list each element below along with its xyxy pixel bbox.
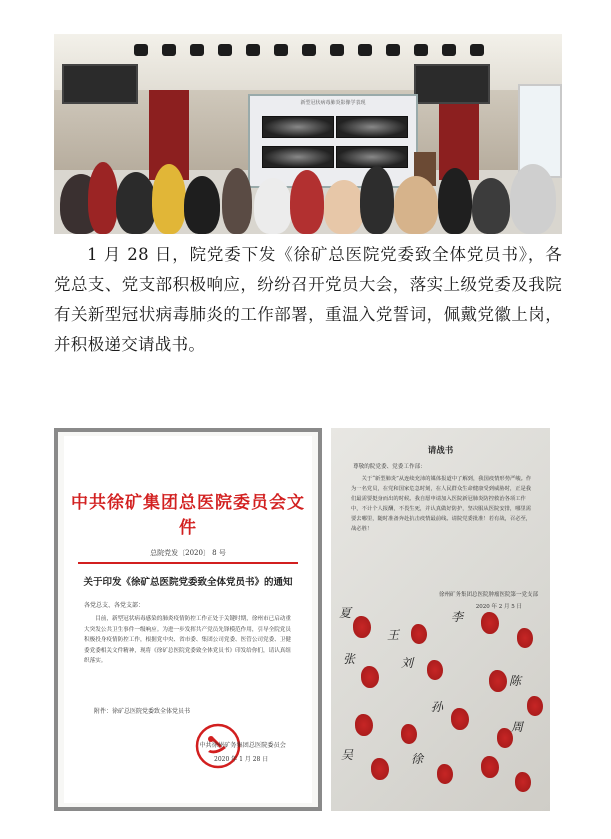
- fingerprint: [437, 764, 453, 784]
- document-header: 中共徐矿集团总医院委员会文件: [71, 493, 305, 538]
- audience-member: [510, 164, 556, 234]
- audience-member: [88, 162, 118, 234]
- petition-date: 2020 年 2 月 5 日: [475, 604, 522, 610]
- audience-member: [394, 176, 438, 234]
- fingerprint: [481, 612, 499, 634]
- fingerprint: [427, 660, 443, 680]
- audience-member: [472, 178, 510, 234]
- fingerprint: [361, 666, 379, 688]
- audience-member: [254, 178, 292, 234]
- handwritten-signature: 徐: [411, 752, 424, 766]
- ct-image: [336, 116, 408, 138]
- meeting-photo: [54, 34, 562, 234]
- handwritten-signature: 刘: [401, 656, 414, 670]
- fingerprint: [451, 708, 469, 730]
- audience-member: [184, 176, 220, 234]
- fingerprint: [353, 616, 371, 638]
- fingerprint: [515, 772, 531, 792]
- spotlight-icon: [274, 44, 288, 56]
- audience-member: [290, 170, 324, 234]
- news-paragraph: 1 月 28 日，院党委下发《徐矿总医院党委致全体党员书》，各党总支、党支部积极响应，纷纷召开党员大会，落实上级党委及我院有关新型冠状病毒肺炎的工作部署，重温入党誓词，佩戴党徽上岗，并积极递交请战书。: [54, 245, 562, 354]
- fingerprint: [355, 714, 373, 736]
- spotlight-icon: [414, 44, 428, 56]
- fingerprint: [489, 670, 507, 692]
- spotlight-icon: [134, 44, 148, 56]
- petition-greeting: 尊敬的院党委、党委工作部：: [353, 464, 426, 470]
- document-signature: 中共徐州矿务集团总医院委员会: [199, 742, 286, 749]
- document-addressee: 各党总支、各党支部：: [84, 602, 145, 609]
- petition-title: 请战书: [427, 446, 454, 456]
- audience-member: [360, 166, 394, 234]
- document-attachment: 附件：徐矿总医院党委致全体党员书: [94, 708, 191, 715]
- spotlight-icon: [190, 44, 204, 56]
- spotlight-icon: [302, 44, 316, 56]
- spotlight-icon: [470, 44, 484, 56]
- petition-body: 关于“新型肺炎”从连续充沛的媒体报道中了解到，我国疫情形势严峻。作为一名党员，在党和国家危急时刻，在人民群众生命健康受到威胁时，正是我们最需要挺身而出的时候。我自愿申请加入医院新冠肺炎防控救治各项工作中，不计个人报酬，不畏生死，并认真做好防护，坚决服从医院安排，哪里需要去哪里，随时准备奔赴抗击疫情最前线。请院党委批准！若有战，召必至，战必胜！: [351, 476, 532, 532]
- ct-image: [262, 116, 334, 138]
- official-document-photo: [54, 428, 322, 811]
- audience-member: [152, 164, 186, 234]
- handwritten-signature: 孙: [431, 700, 444, 714]
- audience-member: [324, 180, 364, 234]
- audience: [54, 154, 562, 234]
- handwritten-signature: 陈: [509, 674, 522, 688]
- spotlight-icon: [246, 44, 260, 56]
- handwritten-signature: 李: [451, 610, 464, 624]
- spotlight-icon: [358, 44, 372, 56]
- handwritten-signature: 夏: [339, 606, 352, 620]
- left-tv: [62, 64, 138, 104]
- right-tv: [414, 64, 490, 104]
- fingerprint: [527, 696, 543, 716]
- document-date: 2020 年 1 月 28 日: [214, 756, 269, 763]
- fingerprint: [411, 624, 427, 644]
- fingerprint: [371, 758, 389, 780]
- audience-member: [116, 172, 156, 234]
- spotlight-icon: [162, 44, 176, 56]
- audience-member: [438, 168, 472, 234]
- fingerprint: [517, 628, 533, 648]
- fingerprint: [401, 724, 417, 744]
- fingerprint: [481, 756, 499, 778]
- spotlight-icon: [442, 44, 456, 56]
- document-page: [64, 436, 312, 803]
- petition-letter-photo: [331, 428, 550, 811]
- document-title: 关于印发《徐矿总医院党委致全体党员书》的通知: [83, 577, 293, 588]
- audience-member: [222, 168, 252, 234]
- handwritten-signature: 张: [343, 652, 356, 666]
- petition-signer: 徐州矿务集团总医院肿瘤医院第一党支部: [438, 592, 538, 598]
- document-body: 目前，新型冠状病毒感染的肺炎疫情防控工作正处于关键时期，徐州市已启动重大突发公共卫生事件一级响应。为进一步发挥共产党员先锋模范作用，引导全院党员积极投身疫情防控工作，根据党中央、省市委、集团公司党委、医管公司党委、卫健委党委相关文件精神，现将《徐矿总医院党委致全体党员书》印发给你们，请认真组织落实。: [84, 616, 291, 664]
- red-divider: [78, 562, 298, 564]
- document-number: 总院党发〔2020〕 8 号: [150, 549, 226, 557]
- screen-caption: 新型冠状病毒肺炎影像学表现: [300, 100, 366, 106]
- handwritten-signature: 吴: [341, 748, 354, 762]
- spotlight-icon: [218, 44, 232, 56]
- spotlight-icon: [386, 44, 400, 56]
- handwritten-signature: 王: [387, 628, 400, 642]
- handwritten-signature: 周: [511, 720, 524, 734]
- spotlight-icon: [330, 44, 344, 56]
